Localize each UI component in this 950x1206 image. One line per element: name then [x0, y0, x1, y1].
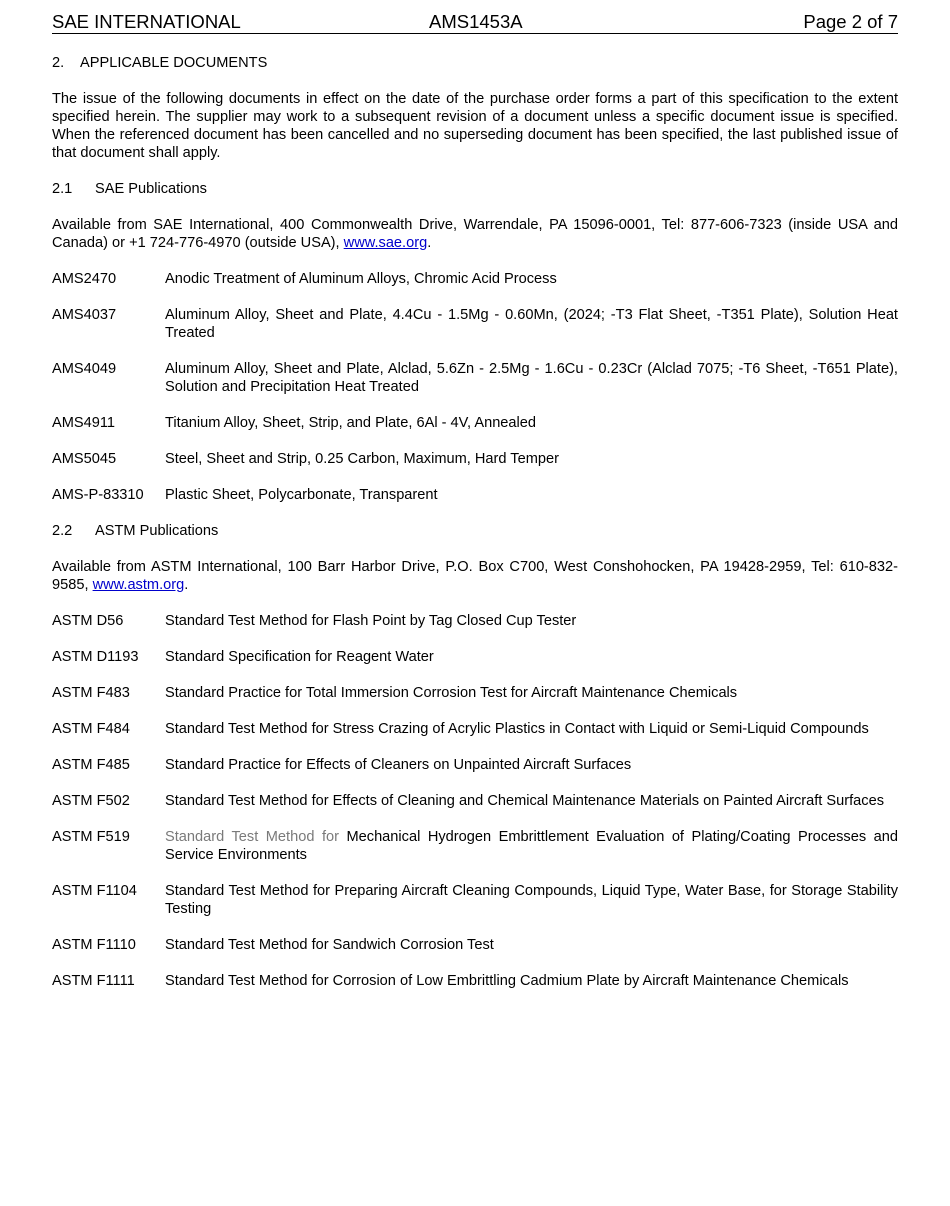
reference-description: Steel, Sheet and Strip, 0.25 Carbon, Maximum, Hard Temper [165, 451, 559, 467]
astm-website-link[interactable]: www.astm.org [92, 577, 185, 593]
reference-row [52, 792, 898, 810]
reference-code: AMS4911 [52, 415, 116, 431]
header-org: SAE INTERNATIONAL [52, 11, 241, 32]
sae-availability-suffix: . [427, 235, 432, 251]
reference-code: AMS2470 [52, 271, 117, 287]
reference-description: Aluminum Alloy, Sheet and Plate, 4.4Cu - 1.5Mg - 0.60Mn, (2024; -T3 Flat Sheet, -T351 Plate), Solution Heat Treated [165, 307, 898, 341]
sae-reference-list [52, 270, 898, 504]
reference-description: Standard Test Method for Flash Point by Tag Closed Cup Tester [165, 613, 577, 629]
header-doc-number: AMS1453A [429, 11, 523, 32]
subsection-title: SAE Publications [95, 181, 207, 197]
reference-code: AMS4049 [52, 361, 117, 377]
reference-row [52, 936, 898, 954]
reference-description: Titanium Alloy, Sheet, Strip, and Plate, 6Al - 4V, Annealed [165, 415, 537, 431]
subsection-number: 2.1 [52, 181, 73, 197]
section-heading-applicable-documents [52, 54, 898, 72]
reference-description: Standard Test Method for Effects of Cleaning and Chemical Maintenance Materials on Painted Aircraft Surfaces [165, 793, 884, 809]
astm-availability-text: Available from ASTM International, 100 Barr Harbor Drive, P.O. Box C700, West Conshohocken, PA 19428-2959, Tel: 610-832-9585, [52, 559, 898, 593]
header-page-number: Page 2 of 7 [803, 11, 898, 32]
reference-code: AMS5045 [52, 451, 117, 467]
reference-row [52, 684, 898, 702]
reference-description: Plastic Sheet, Polycarbonate, Transparent [165, 487, 438, 503]
section-title: APPLICABLE DOCUMENTS [80, 55, 268, 71]
reference-row [52, 414, 898, 432]
sae-availability-text: Available from SAE International, 400 Commonwealth Drive, Warrendale, PA 15096-0001, Tel: 877-606-7323 (inside USA and Canada) or +1 724-776-4970 (outside USA), [52, 217, 898, 251]
reference-code: ASTM F1104 [52, 883, 137, 899]
reference-row [52, 648, 898, 666]
reference-description: Standard Specification for Reagent Water [165, 649, 434, 665]
reference-row [52, 486, 898, 504]
subsection-heading-sae [52, 180, 898, 198]
reference-description: Standard Test Method for Sandwich Corrosion Test [165, 937, 494, 953]
reference-description-text: Mechanical Hydrogen Embrittlement Evaluation of Plating/Coating Processes and Service Environments [165, 829, 898, 863]
sae-website-link[interactable]: www.sae.org [343, 235, 428, 251]
reference-row [52, 306, 898, 342]
reference-row [52, 972, 898, 990]
reference-row [52, 882, 898, 918]
reference-description: Anodic Treatment of Aluminum Alloys, Chromic Acid Process [165, 271, 557, 287]
subsection-heading-astm [52, 522, 898, 540]
reference-description [165, 828, 898, 864]
astm-availability-paragraph [52, 558, 898, 594]
astm-availability-suffix: . [184, 577, 189, 593]
reference-row [52, 360, 898, 396]
sae-availability-paragraph [52, 216, 898, 252]
reference-row [52, 612, 898, 630]
reference-description: Standard Practice for Total Immersion Corrosion Test for Aircraft Maintenance Chemicals [165, 685, 738, 701]
reference-code: ASTM D1193 [52, 649, 139, 665]
reference-code: ASTM D56 [52, 613, 124, 629]
subsection-title: ASTM Publications [95, 523, 219, 539]
page-header [52, 10, 898, 34]
reference-description: Standard Practice for Effects of Cleaners on Unpainted Aircraft Surfaces [165, 757, 632, 773]
reference-code: ASTM F483 [52, 685, 130, 701]
subsection-number: 2.2 [52, 523, 73, 539]
reference-code: ASTM F485 [52, 757, 130, 773]
reference-description: Aluminum Alloy, Sheet and Plate, Alclad, 5.6Zn - 2.5Mg - 1.6Cu - 0.23Cr (Alclad 7075; -T6 Sheet, -T651 Plate), Solution and Precipitation Heat Treated [165, 361, 898, 395]
reference-code: ASTM F519 [52, 829, 130, 845]
reference-code: ASTM F1111 [52, 973, 135, 989]
reference-code: ASTM F1110 [52, 937, 136, 953]
reference-code: AMS4037 [52, 307, 117, 323]
reference-code: AMS-P-83310 [52, 487, 144, 503]
reference-description-prefix: Standard Test Method for [165, 829, 347, 845]
reference-code: ASTM F502 [52, 793, 130, 809]
reference-row [52, 756, 898, 774]
reference-description: Standard Test Method for Stress Crazing of Acrylic Plastics in Contact with Liquid or Semi-Liquid Compounds [165, 721, 869, 737]
reference-row [52, 270, 898, 288]
section-number: 2. [52, 55, 65, 71]
reference-description: Standard Test Method for Corrosion of Low Embrittling Cadmium Plate by Aircraft Maintenance Chemicals [165, 973, 849, 989]
reference-row [52, 720, 898, 738]
document-page [52, 10, 898, 990]
section-intro-paragraph: The issue of the following documents in effect on the date of the purchase order forms a part of this specification to the extent specified herein. The supplier may work to a subsequent revision of a document unless a specific document issue is specified. When the referenced document has been cancelled and no superseding document has been specified, the last published issue of that document shall apply. [52, 91, 898, 161]
reference-description: Standard Test Method for Preparing Aircraft Cleaning Compounds, Liquid Type, Water Base, for Storage Stability Testing [165, 883, 898, 917]
astm-reference-list [52, 612, 898, 990]
reference-row [52, 450, 898, 468]
reference-code: ASTM F484 [52, 721, 130, 737]
reference-row [52, 828, 898, 864]
